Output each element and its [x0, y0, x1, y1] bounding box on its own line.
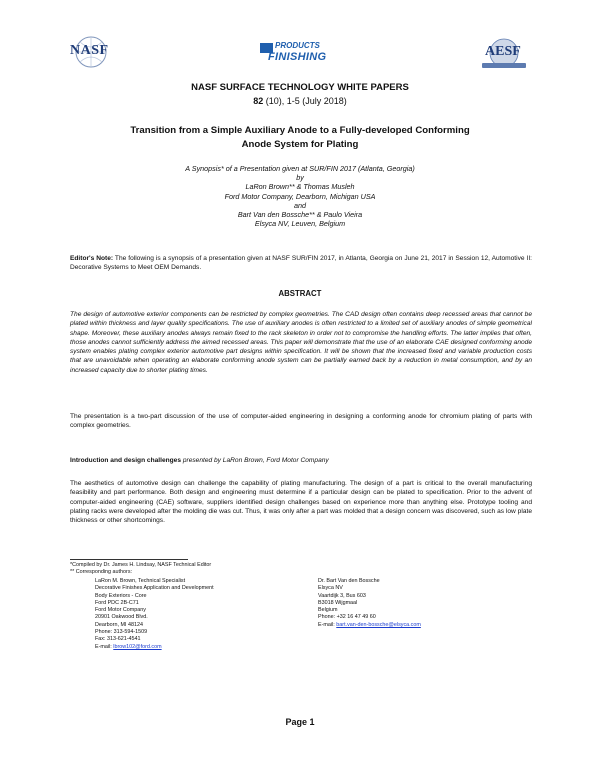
and-line: and: [294, 200, 306, 210]
elsyca-contact: [318, 578, 421, 629]
ford-contact-line: Body Exteriors - Core: [95, 592, 147, 599]
ford-email-link[interactable]: lbrow102@ford.com: [113, 643, 162, 650]
authors-ford: LaRon Brown** & Thomas Musleh: [245, 182, 355, 192]
paper-title: [0, 124, 600, 152]
footnote-corresponding: ** Corresponding authors:: [70, 569, 133, 575]
series-title: NASF SURFACE TECHNOLOGY WHITE PAPERS: [191, 82, 409, 93]
issue-line: [0, 96, 600, 106]
ford-contact-line: Fax: 313-621-4541: [95, 636, 141, 643]
editors-note-text: The following is a synopsis of a presentation given at NASF SUR/FIN 2017, in Atlanta, Georgia on June 21, 2017 in Session 12, Automotive II: Decorative Systems to Meet OEM Demands.: [70, 255, 533, 272]
abstract-text: The design of automotive exterior components can be restricted by complex geometries. The CAD design often contains deep recessed areas that cannot be plated within thickness and layer quality specifications. The use of auxiliary anodes is often restricted to a limited set of auxiliary anodes of simple geometrical shape. Moreover, these auxiliary anodes always remain fixed to the rack skeleton in order not to compromise the handling efforts. The latter implies that often, those anodes cannot sufficiently address the aimed recessed areas. This paper will demonstrate that the use of an elaborate CAE designed conforming anode system enables plating complex exterior automotive part designs within specification. It will be shown that the increased fixed and variable production costs that are unavoidable when operating an elaborate conforming anode system can be partially earned back by a reduction in metal consumption, and by an increased capacity due to shorter plating times.: [70, 311, 532, 374]
editors-note: [70, 254, 532, 273]
ford-contact-line: Dearborn, MI 48124: [95, 621, 143, 628]
ford-contact-line: Ford PDC 2B-C71: [95, 599, 139, 606]
intro-text: The aesthetics of automotive design can challenge the capability of plating manufacturing. The design of a part is critical to the overall manufacturing feasibility and part performance. Both design and engineering must determine if a particular design can be plated to specification. Prior to the advent of computer-aided engineering (CAE) software, suppliers identified design challenges based on experience more than anything else. Prototype tooling and plating racks were developed after the molding die was cut. Thus, it was only after a part was molded that a design concern was discovered, such as low plate thickness or other shortcomings.: [70, 480, 532, 525]
issue-rest: (10), 1-5 (July 2018): [263, 96, 347, 106]
intro-heading: [70, 456, 532, 465]
page-number: Page 1: [285, 717, 315, 727]
paper-title-line1: Transition from a Simple Auxiliary Anode to a Fully-developed Conforming: [130, 125, 470, 136]
ford-contact: [95, 578, 214, 651]
abstract-heading: ABSTRACT: [278, 289, 322, 298]
by-line: by: [296, 173, 304, 183]
footnote-rule: [70, 559, 188, 560]
ford-contact-line: Phone: 313-594-1509: [95, 629, 148, 636]
presentation-paragraph: The presentation is a two-part discussion of the use of computer-aided engineering in designing a conforming anode for chromium plating of parts with complex geometries.: [70, 413, 532, 430]
nasf-logo-text: NASF: [70, 43, 109, 58]
ford-contact-line: LaRon M. Brown, Technical Specialist: [95, 578, 186, 584]
ford-contact-line: Decorative Finishes Application and Development: [95, 585, 214, 592]
elsyca-contact-line: Phone: +32 16 47 49 60: [318, 614, 376, 621]
elsyca-email-link[interactable]: bart.van-den-bossche@elsyca.com: [336, 621, 421, 628]
affiliation-elsyca: Elsyca NV, Leuven, Belgium: [254, 219, 346, 229]
editors-note-label: Editor's Note:: [70, 255, 114, 262]
ford-email-label: E-mail:: [95, 643, 114, 650]
elsyca-contact-line: Elsyca NV: [318, 585, 343, 592]
ford-contact-line: 20901 Oakwood Blvd.: [95, 614, 148, 621]
elsyca-contact-line: Belgium: [318, 607, 338, 614]
products-finishing-logo: [260, 40, 340, 66]
authors-elsyca: Bart Van den Bossche** & Paulo Vieira: [237, 210, 363, 220]
affiliation-ford: Ford Motor Company, Dearborn, Michigan USA: [224, 191, 376, 201]
pf-logo-bottom: FINISHING: [268, 51, 327, 63]
elsyca-email-label: E-mail:: [318, 621, 337, 628]
elsyca-email-line: [318, 622, 421, 629]
synopsis-block: [0, 164, 600, 228]
ford-contact-line: Ford Motor Company: [95, 607, 146, 614]
intro-presenter: presented by LaRon Brown, Ford Motor Company: [181, 457, 329, 464]
elsyca-contact-line: Vaartdijk 3, Bus 603: [318, 592, 366, 599]
ford-email-line: [95, 644, 214, 651]
synopsis-line: A Synopsis* of a Presentation given at SUR/FIN 2017 (Atlanta, Georgia): [185, 164, 415, 173]
intro-heading-text: Introduction and design challenges: [70, 457, 182, 464]
aesf-logo-text: AESF: [485, 44, 521, 59]
aesf-logo: [472, 36, 536, 72]
pf-logo-top: PRODUCTS: [275, 41, 320, 50]
elsyca-contact-line: B3018 Wijgmaal: [318, 599, 358, 606]
issue-volume: 82: [253, 96, 264, 106]
elsyca-contact-line: Dr. Bart Van den Bossche: [318, 578, 380, 584]
nasf-logo: [66, 34, 116, 70]
footnote-compiled: *Compiled by Dr. James H. Lindsay, NASF Technical Editor: [70, 562, 212, 568]
paper-title-line2: Anode System for Plating: [241, 139, 359, 150]
